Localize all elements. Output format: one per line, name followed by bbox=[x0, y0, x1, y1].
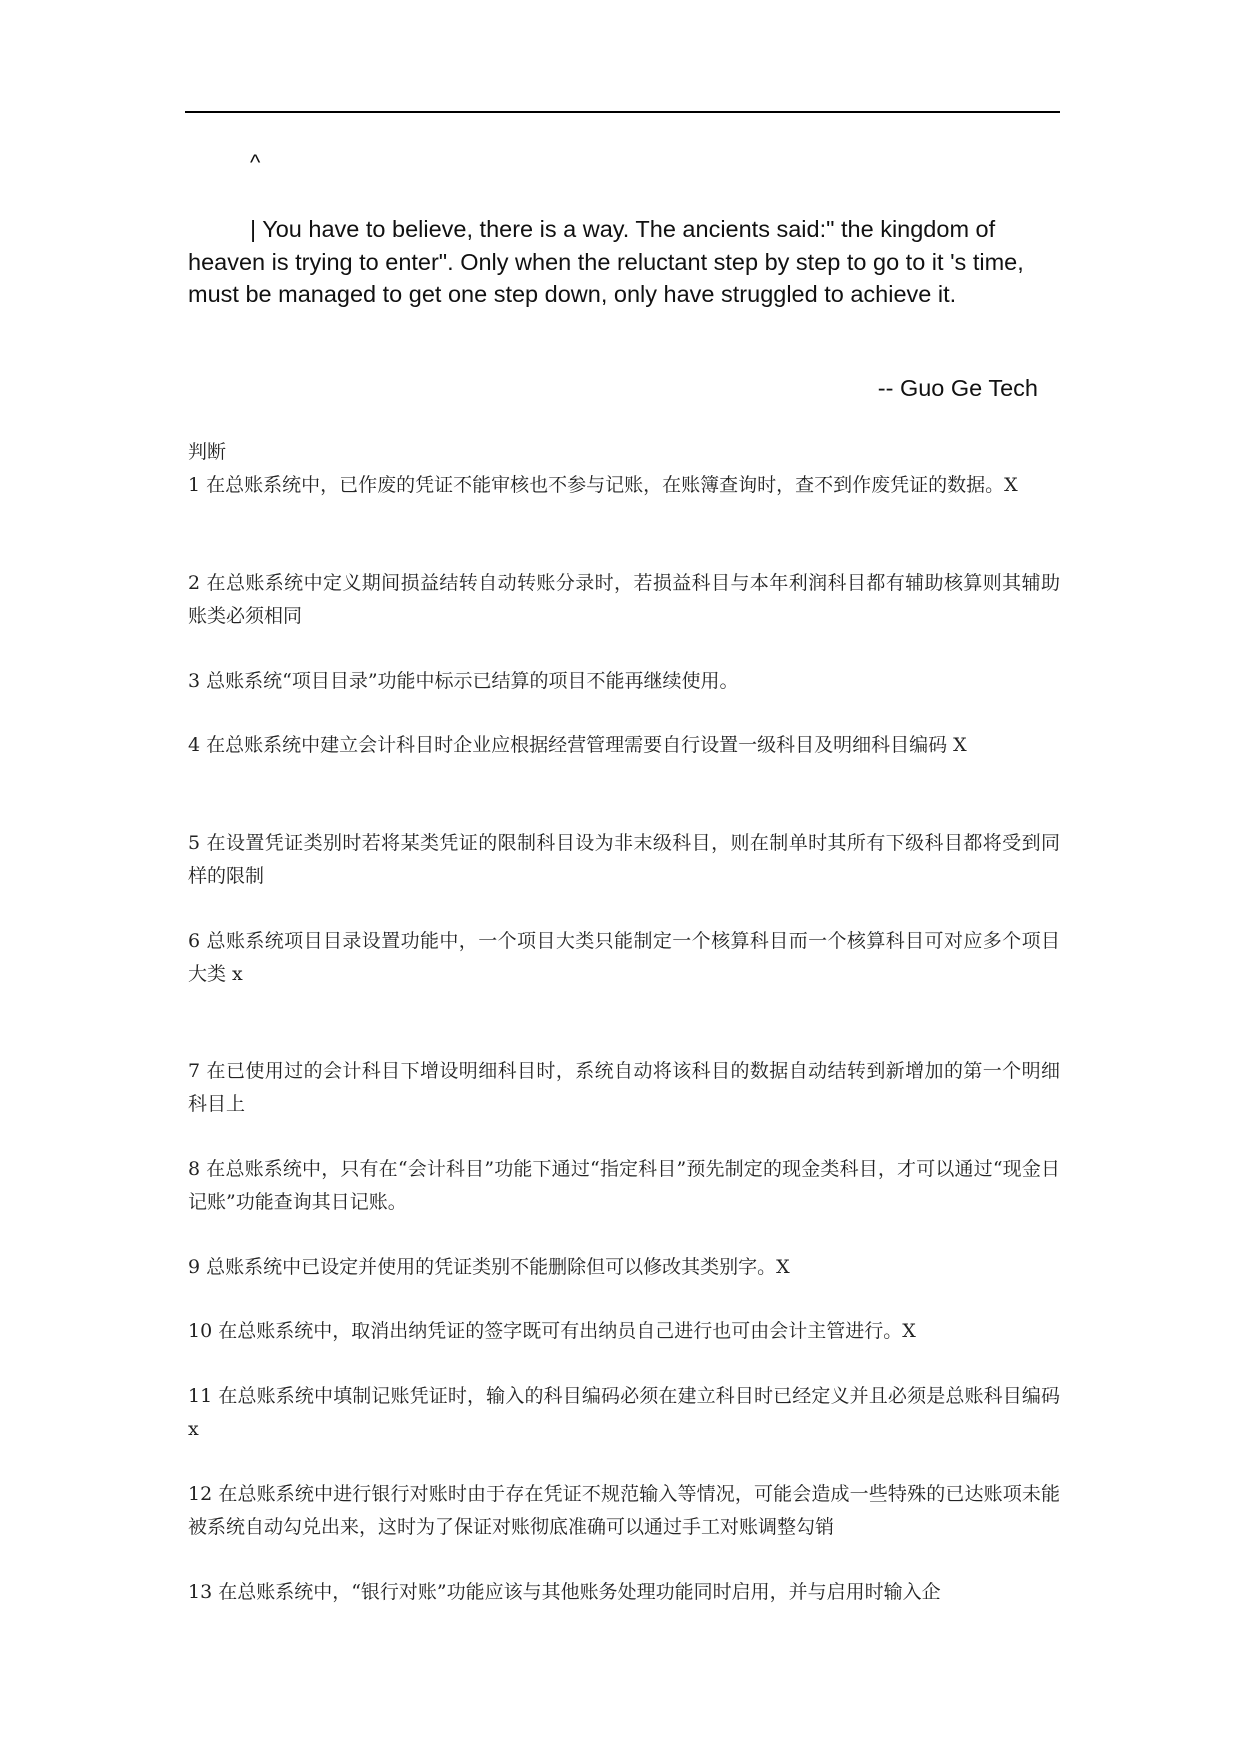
section-title: 判断 bbox=[188, 441, 227, 463]
question-item: 9 总账系统中已设定并使用的凭证类别不能删除但可以修改其类别字。X bbox=[188, 1256, 790, 1278]
question-item: 6 总账系统项目目录设置功能中，一个项目大类只能制定一个核算科目而一个核算科目可对应多个项目大类 x bbox=[188, 930, 1060, 985]
question-item: 3 总账系统“项目目录”功能中标示已结算的项目不能再继续使用。 bbox=[188, 670, 739, 692]
question-item: 12 在总账系统中进行银行对账时由于存在凭证不规范输入等情况，可能会造成一些特殊的已达账项未能被系统自动勾兑出来，这时为了保证对账彻底准确可以通过手工对账调整勾销 bbox=[188, 1483, 1060, 1538]
question-item: 2 在总账系统中定义期间损益结转自动转账分录时，若损益科目与本年利润科目都有辅助核算则其辅助账类必须相同 bbox=[188, 572, 1060, 627]
question-item: 11 在总账系统中填制记账凭证时，输入的科目编码必须在建立科目时已经定义并且必须是总账科目编码 x bbox=[188, 1385, 1060, 1440]
motivational-quote: | You have to believe, there is a way. The ancients said:" the kingdom of heaven is trying to enter". Only when the reluctant step by step to go to it 's time, must be managed to get one step down, only have struggled to achieve it. bbox=[188, 216, 1024, 307]
question-item: 5 在设置凭证类别时若将某类凭证的限制科目设为非末级科目，则在制单时其所有下级科目都将受到同样的限制 bbox=[188, 832, 1060, 887]
question-item: 13 在总账系统中，“银行对账”功能应该与其他账务处理功能同时启用，并与启用时输入企 bbox=[188, 1581, 941, 1603]
question-item: 7 在已使用过的会计科目下增设明细科目时，系统自动将该科目的数据自动结转到新增加的第一个明细科目上 bbox=[188, 1060, 1060, 1115]
header-rule bbox=[185, 111, 1060, 113]
caret-mark: ^ bbox=[250, 150, 261, 175]
question-item: 1 在总账系统中，已作废的凭证不能审核也不参与记账，在账簿查询时，查不到作废凭证的数据。X bbox=[188, 474, 1018, 496]
question-item: 10 在总账系统中，取消出纳凭证的签字既可有出纳员自己进行也可由会计主管进行。X bbox=[188, 1320, 916, 1342]
quote-attribution: -- Guo Ge Tech bbox=[877, 375, 1038, 401]
question-item: 4 在总账系统中建立会计科目时企业应根据经营管理需要自行设置一级科目及明细科目编码 X bbox=[188, 734, 967, 756]
question-item: 8 在总账系统中，只有在“会计科目”功能下通过“指定科目”预先制定的现金类科目，才可以通过“现金日记账”功能查询其日记账。 bbox=[188, 1158, 1060, 1213]
